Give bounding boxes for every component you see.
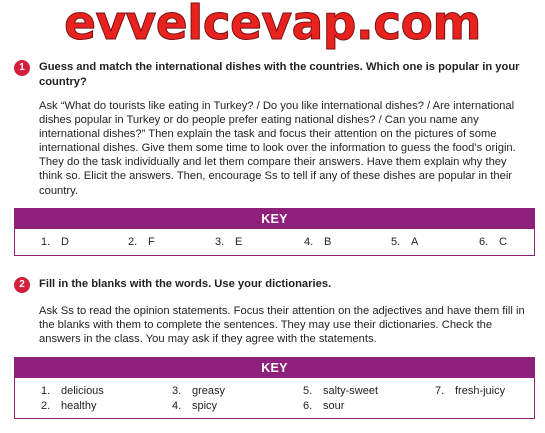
answer-item: 3. E [215, 236, 243, 248]
key-header: KEY [15, 358, 534, 378]
answer-item: 5. A [391, 236, 419, 248]
answer-item: 4. spicy [172, 400, 218, 412]
answer-item: 3. greasy [172, 385, 226, 397]
answer-item: 6. sour [303, 400, 345, 412]
task-number-badge: 1 [14, 60, 30, 76]
task-2-title: Fill in the blanks with the words. Use your dictionaries. [39, 278, 332, 290]
answer-item: 7. fresh-juicy [435, 385, 506, 397]
answer-item: 5. salty-sweet [303, 385, 379, 397]
answer-row [15, 229, 534, 255]
watermark-logo: evvelcevap.com [64, 0, 481, 51]
answer-item: 1. delicious [41, 385, 104, 397]
answer-item: 4. B [304, 236, 332, 248]
task-2-key-box [14, 357, 535, 419]
answer-item: 2. F [128, 236, 155, 248]
task-1-instructions: Ask “What do tourists like eating in Turkey? / Do you like international dishes? / Are international dishes popular in Turkey or do people prefer eating national dishes? / Can you name any international dishes?” Then explain the task and focus their attention on the pictures of some international dishes. Give them some time to look over the information to guess the food’s origin. They do the task individually and let them compare their answers. Have them explain why they think so. Elicit the answers. Then, encourage Ss to tell if any of these dishes are popular in their country. [39, 100, 516, 197]
task-1-key-box [14, 208, 535, 256]
key-header: KEY [15, 209, 534, 229]
task-1-title: Guess and match the international dishes with the countries. Which one is popular in your country? [39, 61, 520, 88]
answer-item: 2. healthy [41, 400, 97, 412]
task-number-badge: 2 [14, 277, 30, 293]
answer-item: 1. D [41, 236, 69, 248]
answer-item: 6. C [479, 236, 507, 248]
answer-grid [15, 378, 534, 418]
task-2-instructions: Ask Ss to read the opinion statements. Focus their attention on the adjectives and have them fill in the blanks with them to complete the sentences. They may use their dictionaries. Check the answers in the class. You may ask if they agree with the statements. [39, 305, 525, 346]
